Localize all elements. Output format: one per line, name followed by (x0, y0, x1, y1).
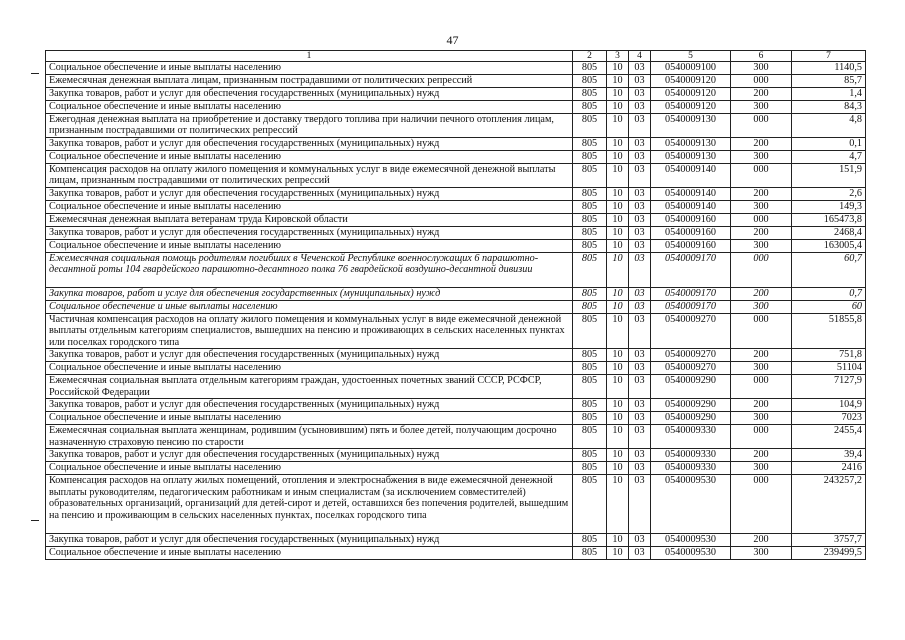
subsection-code: 03 (629, 349, 651, 362)
expense-type-code: 300 (731, 239, 792, 252)
amount: 2,6 (792, 187, 866, 200)
expense-name: Закупка товаров, работ и услуг для обеспечения государственных (муниципальных) нужд (46, 137, 573, 150)
section-code: 10 (607, 62, 629, 75)
amount: 151,9 (792, 163, 866, 187)
expense-type-code: 300 (731, 412, 792, 425)
section-code: 10 (607, 425, 629, 449)
expense-type-code: 200 (731, 349, 792, 362)
table-row (46, 349, 866, 362)
section-code: 10 (607, 399, 629, 412)
target-article-code: 0540009270 (651, 362, 731, 375)
expense-name: Закупка товаров, работ и услуг для обеспечения государственных (муниципальных) нужд (46, 349, 573, 362)
target-article-code: 0540009270 (651, 349, 731, 362)
chapter-code: 805 (573, 137, 607, 150)
expense-type-code: 000 (731, 425, 792, 449)
target-article-code: 0540009290 (651, 375, 731, 399)
chapter-code: 805 (573, 213, 607, 226)
expense-name: Социальное обеспечение и иные выплаты населению (46, 150, 573, 163)
subsection-code: 03 (629, 87, 651, 100)
target-article-code: 0540009270 (651, 313, 731, 349)
section-code: 10 (607, 137, 629, 150)
margin-mark (31, 73, 39, 74)
amount: 0,1 (792, 137, 866, 150)
expense-type-code: 200 (731, 137, 792, 150)
section-code: 10 (607, 150, 629, 163)
section-code: 10 (607, 462, 629, 475)
chapter-code: 805 (573, 475, 607, 534)
expense-name: Социальное обеспечение и иные выплаты населению (46, 200, 573, 213)
expense-type-code: 200 (731, 399, 792, 412)
expense-type-code: 000 (731, 475, 792, 534)
target-article-code: 0540009330 (651, 462, 731, 475)
section-code: 10 (607, 226, 629, 239)
chapter-code: 805 (573, 449, 607, 462)
expense-type-code: 200 (731, 226, 792, 239)
chapter-code: 805 (573, 150, 607, 163)
subsection-code: 03 (629, 300, 651, 313)
table-row (46, 449, 866, 462)
table-row (46, 547, 866, 560)
subsection-code: 03 (629, 187, 651, 200)
column-header: 3 (607, 51, 629, 62)
table-row (46, 87, 866, 100)
section-code: 10 (607, 534, 629, 547)
target-article-code: 0540009100 (651, 62, 731, 75)
amount: 165473,8 (792, 213, 866, 226)
table-row (46, 239, 866, 252)
section-code: 10 (607, 74, 629, 87)
section-code: 10 (607, 449, 629, 462)
expense-type-code: 300 (731, 462, 792, 475)
budget-table (45, 50, 866, 560)
amount: 3757,7 (792, 534, 866, 547)
expense-type-code: 300 (731, 62, 792, 75)
amount: 751,8 (792, 349, 866, 362)
chapter-code: 805 (573, 349, 607, 362)
expense-name: Социальное обеспечение и иные выплаты населению (46, 412, 573, 425)
subsection-code: 03 (629, 462, 651, 475)
subsection-code: 03 (629, 137, 651, 150)
target-article-code: 0540009170 (651, 287, 731, 300)
target-article-code: 0540009160 (651, 226, 731, 239)
section-code: 10 (607, 412, 629, 425)
chapter-code: 805 (573, 534, 607, 547)
section-code: 10 (607, 100, 629, 113)
expense-name: Закупка товаров, работ и услуг для обеспечения государственных (муниципальных) нужд (46, 87, 573, 100)
amount: 4,7 (792, 150, 866, 163)
expense-type-code: 300 (731, 200, 792, 213)
section-code: 10 (607, 375, 629, 399)
section-code: 10 (607, 187, 629, 200)
table-row (46, 163, 866, 187)
amount: 4,8 (792, 113, 866, 137)
target-article-code: 0540009290 (651, 399, 731, 412)
target-article-code: 0540009330 (651, 449, 731, 462)
table-row (46, 412, 866, 425)
amount: 1140,5 (792, 62, 866, 75)
table-row (46, 287, 866, 300)
column-header: 7 (792, 51, 866, 62)
table-row (46, 375, 866, 399)
target-article-code: 0540009130 (651, 137, 731, 150)
expense-name: Закупка товаров, работ и услуг для обеспечения государственных (муниципальных) нужд (46, 187, 573, 200)
target-article-code: 0540009530 (651, 534, 731, 547)
amount: 60 (792, 300, 866, 313)
expense-name: Социальное обеспечение и иные выплаты населению (46, 62, 573, 75)
target-article-code: 0540009530 (651, 547, 731, 560)
chapter-code: 805 (573, 100, 607, 113)
expense-type-code: 000 (731, 113, 792, 137)
section-code: 10 (607, 239, 629, 252)
subsection-code: 03 (629, 113, 651, 137)
expense-name: Компенсация расходов на оплату жилого помещения и коммунальных услуг в виде ежемесячной денежной выплаты лицам, признанным пострадавшими от политических репрессий (46, 163, 573, 187)
expense-name: Социальное обеспечение и иные выплаты населению (46, 100, 573, 113)
amount: 7127,9 (792, 375, 866, 399)
subsection-code: 03 (629, 163, 651, 187)
amount: 7023 (792, 412, 866, 425)
target-article-code: 0540009160 (651, 213, 731, 226)
expense-name: Ежегодная денежная выплата на приобретение и доставку твердого топлива при наличии печного отопления лицам, признанным пострадавшими от политических репрессий (46, 113, 573, 137)
expense-type-code: 200 (731, 534, 792, 547)
amount: 0,7 (792, 287, 866, 300)
chapter-code: 805 (573, 239, 607, 252)
target-article-code: 0540009160 (651, 239, 731, 252)
chapter-code: 805 (573, 362, 607, 375)
target-article-code: 0540009170 (651, 300, 731, 313)
expense-type-code: 200 (731, 187, 792, 200)
expense-name: Компенсация расходов на оплату жилых помещений, отопления и электроснабжения в виде ежемесячной денежной выплаты руководителям, педагогическим работникам и иным специалистам (за исключением совместителей) образовательных организаций, организаций для детей-сирот и детей, оставшихся без попечения родителей, вышедшим на пенсию и проживающим в сельских населенных пунктах, поселках городского типа (46, 475, 573, 534)
target-article-code: 0540009120 (651, 87, 731, 100)
subsection-code: 03 (629, 200, 651, 213)
expense-type-code: 200 (731, 87, 792, 100)
expense-name: Закупка товаров, работ и услуг для обеспечения государственных (муниципальных) нужд (46, 534, 573, 547)
expense-name: Ежемесячная социальная помощь родителям погибших в Чеченской Республике военнослужащих 6 парашютно-десантной роты 104 гвардейского парашютно-десантного полка 76 гвардейской воздушно-десантной дивизии (46, 252, 573, 287)
amount: 39,4 (792, 449, 866, 462)
target-article-code: 0540009130 (651, 150, 731, 163)
chapter-code: 805 (573, 252, 607, 287)
chapter-code: 805 (573, 399, 607, 412)
chapter-code: 805 (573, 163, 607, 187)
expense-name: Социальное обеспечение и иные выплаты населению (46, 362, 573, 375)
section-code: 10 (607, 87, 629, 100)
amount: 84,3 (792, 100, 866, 113)
column-header: 2 (573, 51, 607, 62)
expense-type-code: 200 (731, 287, 792, 300)
expense-type-code: 000 (731, 74, 792, 87)
expense-name: Социальное обеспечение и иные выплаты населению (46, 239, 573, 252)
table-row (46, 313, 866, 349)
target-article-code: 0540009330 (651, 425, 731, 449)
subsection-code: 03 (629, 74, 651, 87)
column-header: 1 (46, 51, 573, 62)
chapter-code: 805 (573, 412, 607, 425)
table-row (46, 399, 866, 412)
expense-name: Ежемесячная денежная выплата ветеранам труда Кировской области (46, 213, 573, 226)
amount: 85,7 (792, 74, 866, 87)
chapter-code: 805 (573, 300, 607, 313)
subsection-code: 03 (629, 213, 651, 226)
subsection-code: 03 (629, 375, 651, 399)
target-article-code: 0540009170 (651, 252, 731, 287)
target-article-code: 0540009530 (651, 475, 731, 534)
target-article-code: 0540009120 (651, 100, 731, 113)
subsection-code: 03 (629, 150, 651, 163)
expense-type-code: 200 (731, 449, 792, 462)
column-header-row (46, 51, 866, 62)
chapter-code: 805 (573, 187, 607, 200)
section-code: 10 (607, 475, 629, 534)
subsection-code: 03 (629, 313, 651, 349)
expense-type-code: 000 (731, 375, 792, 399)
table-row (46, 113, 866, 137)
expense-type-code: 300 (731, 100, 792, 113)
subsection-code: 03 (629, 362, 651, 375)
amount: 149,3 (792, 200, 866, 213)
table-row (46, 137, 866, 150)
target-article-code: 0540009290 (651, 412, 731, 425)
amount: 51104 (792, 362, 866, 375)
subsection-code: 03 (629, 425, 651, 449)
table-row (46, 100, 866, 113)
amount: 243257,2 (792, 475, 866, 534)
amount: 60,7 (792, 252, 866, 287)
table-row (46, 534, 866, 547)
expense-name: Закупка товаров, работ и услуг для обеспечения государственных (муниципальных) нужд (46, 449, 573, 462)
table-row (46, 150, 866, 163)
chapter-code: 805 (573, 425, 607, 449)
target-article-code: 0540009140 (651, 163, 731, 187)
expense-name: Закупка товаров, работ и услуг для обеспечения государственных (муниципальных) нужд (46, 287, 573, 300)
chapter-code: 805 (573, 87, 607, 100)
section-code: 10 (607, 213, 629, 226)
target-article-code: 0540009120 (651, 74, 731, 87)
section-code: 10 (607, 362, 629, 375)
section-code: 10 (607, 547, 629, 560)
table-row (46, 252, 866, 287)
chapter-code: 805 (573, 313, 607, 349)
target-article-code: 0540009140 (651, 187, 731, 200)
column-header: 5 (651, 51, 731, 62)
table-row (46, 462, 866, 475)
table-row (46, 200, 866, 213)
table-row (46, 475, 866, 534)
subsection-code: 03 (629, 475, 651, 534)
section-code: 10 (607, 300, 629, 313)
subsection-code: 03 (629, 100, 651, 113)
expense-name: Закупка товаров, работ и услуг для обеспечения государственных (муниципальных) нужд (46, 226, 573, 239)
subsection-code: 03 (629, 399, 651, 412)
expense-type-code: 000 (731, 313, 792, 349)
amount: 51855,8 (792, 313, 866, 349)
section-code: 10 (607, 349, 629, 362)
expense-type-code: 300 (731, 300, 792, 313)
chapter-code: 805 (573, 287, 607, 300)
section-code: 10 (607, 113, 629, 137)
amount: 1,4 (792, 87, 866, 100)
subsection-code: 03 (629, 412, 651, 425)
section-code: 10 (607, 200, 629, 213)
section-code: 10 (607, 252, 629, 287)
target-article-code: 0540009130 (651, 113, 731, 137)
expense-type-code: 000 (731, 163, 792, 187)
chapter-code: 805 (573, 113, 607, 137)
expense-type-code: 300 (731, 547, 792, 560)
table-row (46, 187, 866, 200)
column-header: 4 (629, 51, 651, 62)
page-number: 47 (446, 33, 459, 47)
table-row (46, 62, 866, 75)
expense-name: Частичная компенсация расходов на оплату жилого помещения и коммунальных услуг в виде ежемесячной денежной выплаты отдельным категориям специалистов, вышедших на пенсию и проживающих в сельских населенных пунктах или поселках городского типа (46, 313, 573, 349)
expense-name: Ежемесячная социальная выплата отдельным категориям граждан, удостоенных почетных званий СССР, РСФСР, Российской Федерации (46, 375, 573, 399)
expense-type-code: 000 (731, 213, 792, 226)
table-row (46, 425, 866, 449)
chapter-code: 805 (573, 462, 607, 475)
table-row (46, 362, 866, 375)
amount: 2455,4 (792, 425, 866, 449)
column-header: 6 (731, 51, 792, 62)
amount: 2468,4 (792, 226, 866, 239)
chapter-code: 805 (573, 200, 607, 213)
table-row (46, 74, 866, 87)
amount: 2416 (792, 462, 866, 475)
amount: 104,9 (792, 399, 866, 412)
subsection-code: 03 (629, 252, 651, 287)
subsection-code: 03 (629, 547, 651, 560)
subsection-code: 03 (629, 226, 651, 239)
margin-mark (31, 520, 39, 521)
expense-type-code: 300 (731, 150, 792, 163)
section-code: 10 (607, 163, 629, 187)
table-row (46, 213, 866, 226)
amount: 163005,4 (792, 239, 866, 252)
expense-name: Социальное обеспечение и иные выплаты населению (46, 462, 573, 475)
subsection-code: 03 (629, 449, 651, 462)
table-row (46, 226, 866, 239)
amount: 239499,5 (792, 547, 866, 560)
chapter-code: 805 (573, 375, 607, 399)
table-row (46, 300, 866, 313)
expense-type-code: 300 (731, 362, 792, 375)
expense-name: Социальное обеспечение и иные выплаты населению (46, 547, 573, 560)
expense-name: Закупка товаров, работ и услуг для обеспечения государственных (муниципальных) нужд (46, 399, 573, 412)
expense-type-code: 000 (731, 252, 792, 287)
expense-name: Ежемесячная социальная выплата женщинам, родившим (усыновившим) пять и более детей, получающим досрочно назначенную страховую пенсию по старости (46, 425, 573, 449)
subsection-code: 03 (629, 62, 651, 75)
section-code: 10 (607, 287, 629, 300)
target-article-code: 0540009140 (651, 200, 731, 213)
subsection-code: 03 (629, 239, 651, 252)
expense-name: Ежемесячная денежная выплата лицам, признанным пострадавшими от политических репрессий (46, 74, 573, 87)
chapter-code: 805 (573, 74, 607, 87)
chapter-code: 805 (573, 547, 607, 560)
section-code: 10 (607, 313, 629, 349)
chapter-code: 805 (573, 62, 607, 75)
chapter-code: 805 (573, 226, 607, 239)
subsection-code: 03 (629, 534, 651, 547)
subsection-code: 03 (629, 287, 651, 300)
expense-name: Социальное обеспечение и иные выплаты населению (46, 300, 573, 313)
